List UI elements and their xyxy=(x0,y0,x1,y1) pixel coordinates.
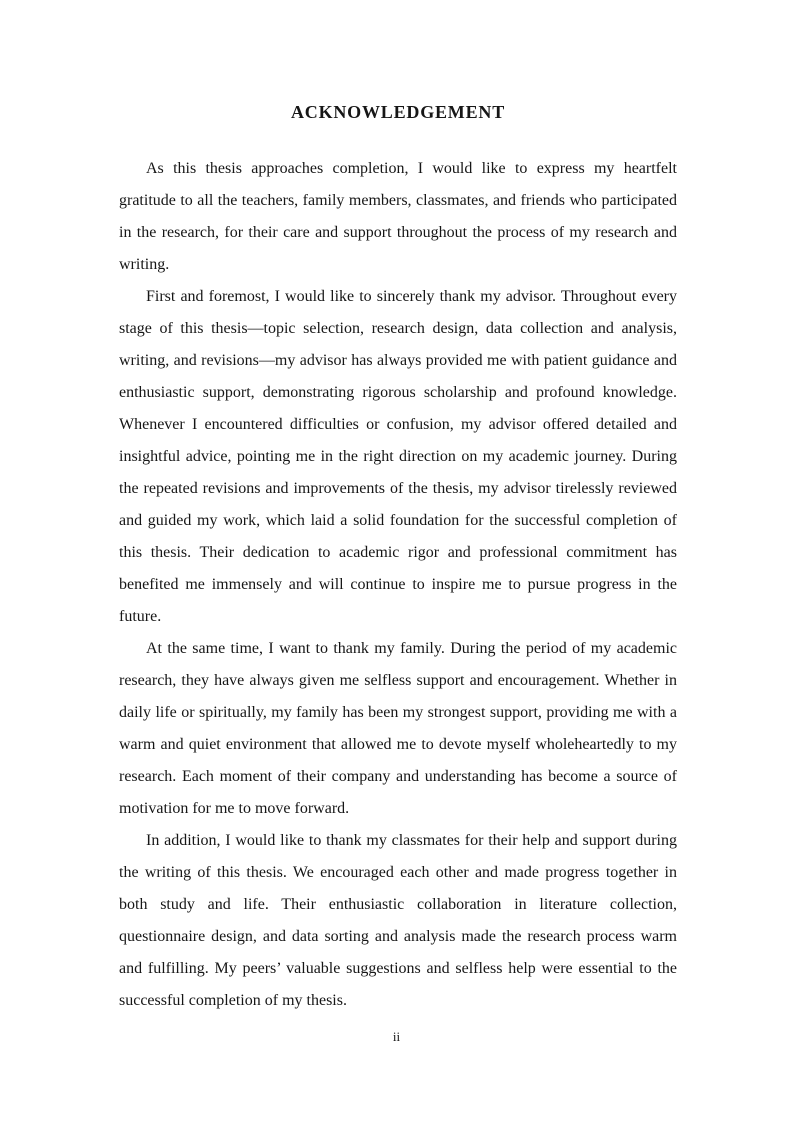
text-block xyxy=(119,96,677,1017)
paragraph-classmates: In addition, I would like to thank my classmates for their help and support during the writing of this thesis. We encouraged each other and made progress together in both study and life. Their enthusiastic collaboration in literature collection, questionnaire design, and data sorting and analysis made the research process warm and fulfilling. My peers’ valuable suggestions and selfless help were essential to the successful completion of my thesis. xyxy=(119,832,677,1009)
page-title: ACKNOWLEDGEMENT xyxy=(290,102,506,122)
paragraph-advisor: First and foremost, I would like to sincerely thank my advisor. Throughout every stage of this thesis—topic selection, research design, data collection and analysis, writing, and revisions—my advisor has always provided me with patient guidance and enthusiastic support, demonstrating rigorous scholarship and profound knowledge. Whenever I encountered difficulties or confusion, my advisor offered detailed and insightful advice, pointing me in the right direction on my academic journey. During the repeated revisions and improvements of the thesis, my advisor tirelessly reviewed and guided my work, which laid a solid foundation for the successful completion of this thesis. Their dedication to academic rigor and professional commitment has benefited me immensely and will continue to inspire me to pursue progress in the future. xyxy=(119,288,677,625)
page-number: ii xyxy=(392,1029,401,1044)
paragraph-family: At the same time, I want to thank my family. During the period of my academic research, they have always given me selfless support and encouragement. Whether in daily life or spiritually, my family has been my strongest support, providing me with a warm and quiet environment that allowed me to devote myself wholeheartedly to my research. Each moment of their company and understanding has become a source of motivation for me to move forward. xyxy=(119,640,677,817)
paragraph-intro: As this thesis approaches completion, I would like to express my heartfelt gratitude to all the teachers, family members, classmates, and friends who participated in the research, for their care and support throughout the process of my research and writing. xyxy=(119,160,677,273)
